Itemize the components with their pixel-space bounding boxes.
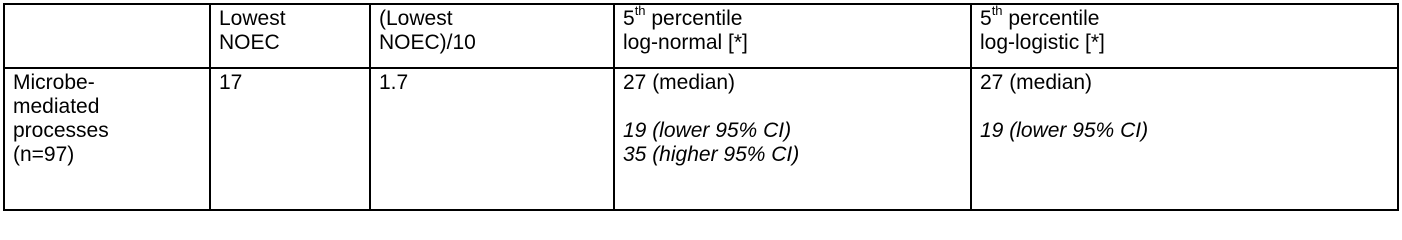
table-row (4, 68, 1398, 210)
results-table (3, 3, 1399, 211)
header-lognormal: 5th percentile log-normal [*] (614, 4, 971, 68)
cell-lowest-noec-div10: 1.7 (370, 68, 614, 210)
header-lowest-noec-div10: (Lowest NOEC)/10 (370, 4, 614, 68)
header-loglogistic: 5th percentile log-logistic [*] (971, 4, 1398, 68)
header-lowest-noec: Lowest NOEC (210, 4, 370, 68)
header-row (4, 4, 1398, 68)
header-empty-cell (4, 4, 210, 68)
cell-lowest-noec: 17 (210, 68, 370, 210)
cell-lognormal: 27 (median) 19 (lower 95% CI) 35 (higher 95% CI) (614, 68, 971, 210)
cell-loglogistic: 27 (median) 19 (lower 95% CI) (971, 68, 1398, 210)
row-label-cell: Microbe- mediated processes (n=97) (4, 68, 210, 210)
